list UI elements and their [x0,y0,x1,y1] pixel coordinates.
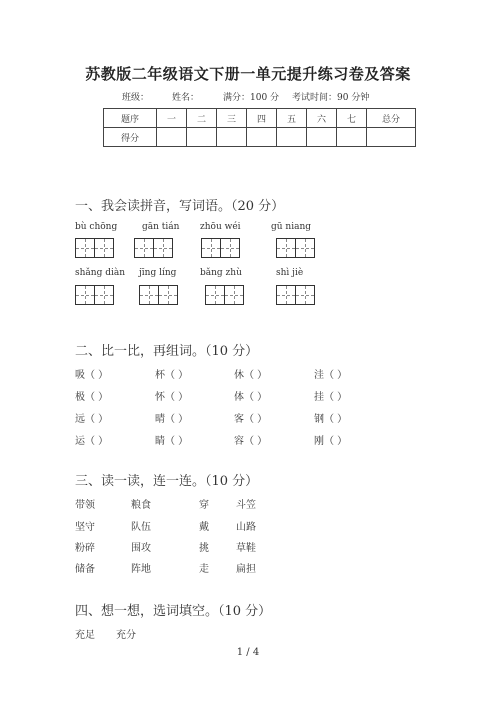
score-table [103,108,416,147]
match-word[interactable]: 斗笠 [236,500,256,511]
score-table-row [104,128,416,147]
score-table-header-cell: 三 [217,109,247,128]
compare-item: 吸（ ） [75,370,109,381]
compare-item: 客（ ） [234,414,268,425]
score-table-header-cell: 二 [187,109,217,128]
match-word[interactable]: 队伍 [131,522,151,533]
match-word[interactable]: 粮食 [131,500,151,511]
score-cell[interactable] [367,128,416,147]
compare-item: 睛（ ） [155,436,189,447]
pinyin-5: shǎng diàn [75,268,126,278]
match-word[interactable]: 阵地 [131,564,151,575]
score-table-header-cell: 总分 [367,109,416,128]
pinyin-7: bǎng zhù [200,268,242,278]
score-cell[interactable] [217,128,247,147]
score-table-header [104,109,416,128]
pinyin-1: bù chōng [75,222,118,232]
match-word[interactable]: 扁担 [236,564,256,575]
score-row-label: 得分 [104,128,157,147]
section4-heading: 四、想一想，选词填空。（10 分） [75,604,272,619]
writing-box-7[interactable] [205,285,243,305]
section1-heading: 一、我会读拼音，写词语。（20 分） [75,199,285,214]
compare-item: 运（ ） [75,436,109,447]
compare-item: 怀（ ） [155,392,189,403]
score-table-header-cell: 一 [157,109,187,128]
writing-box-6[interactable] [139,285,177,305]
time-label: 考试时间：90 分钟 [292,93,370,103]
score-cell[interactable] [157,128,187,147]
match-word[interactable]: 走 [199,564,209,575]
score-label: 满分：100 分 [223,93,280,103]
word-option: 充足 [75,630,95,641]
score-cell[interactable] [277,128,307,147]
page-number: 1 / 4 [236,647,260,658]
score-cell[interactable] [337,128,367,147]
match-word[interactable]: 穿 [199,500,209,511]
writing-box-1[interactable] [75,238,113,258]
compare-item: 体（ ） [234,392,268,403]
score-table-header-cell: 五 [277,109,307,128]
score-cell[interactable] [187,128,217,147]
writing-box-8[interactable] [276,285,314,305]
match-word[interactable]: 山路 [236,522,256,533]
compare-item: 极（ ） [75,392,109,403]
section2-heading: 二、比一比，再组词。（10 分） [75,344,259,359]
match-word[interactable]: 围攻 [131,543,151,554]
compare-item: 钢（ ） [314,414,348,425]
page-title: 苏教版二年级语文下册一单元提升练习卷及答案 [85,65,411,83]
score-table-header-cell: 四 [247,109,277,128]
writing-box-4[interactable] [276,238,314,258]
match-word[interactable]: 带领 [75,500,95,511]
writing-box-5[interactable] [75,285,113,305]
match-word[interactable]: 挑 [199,543,209,554]
match-word[interactable]: 戴 [199,522,209,533]
writing-box-2[interactable] [134,238,172,258]
compare-item: 洼（ ） [314,370,348,381]
match-word[interactable]: 粉碎 [75,543,95,554]
compare-item: 远（ ） [75,414,109,425]
pinyin-6: jīng líng [139,268,177,278]
compare-item: 挂（ ） [314,392,348,403]
score-table-header-cell: 题序 [104,109,157,128]
pinyin-4: gū niang [271,222,312,232]
pinyin-3: zhōu wéi [200,222,241,232]
writing-box-3[interactable] [201,238,239,258]
compare-item: 刚（ ） [314,436,348,447]
compare-item: 杯（ ） [155,370,189,381]
score-table-header-cell: 七 [337,109,367,128]
score-table-header-cell: 六 [307,109,337,128]
pinyin-2: gān tián [142,222,180,232]
score-cell[interactable] [247,128,277,147]
score-cell[interactable] [307,128,337,147]
name-label: 姓名： [172,93,200,103]
compare-item: 休（ ） [234,370,268,381]
section3-heading: 三、读一读，连一连。（10 分） [75,474,259,489]
match-word[interactable]: 坚守 [75,522,95,533]
word-option: 充分 [116,630,136,641]
compare-item: 容（ ） [234,436,268,447]
pinyin-8: shì jiè [276,268,304,278]
class-label: 班级： [122,93,150,103]
compare-item: 晴（ ） [155,414,189,425]
match-word[interactable]: 储备 [75,564,95,575]
match-word[interactable]: 草鞋 [236,543,256,554]
